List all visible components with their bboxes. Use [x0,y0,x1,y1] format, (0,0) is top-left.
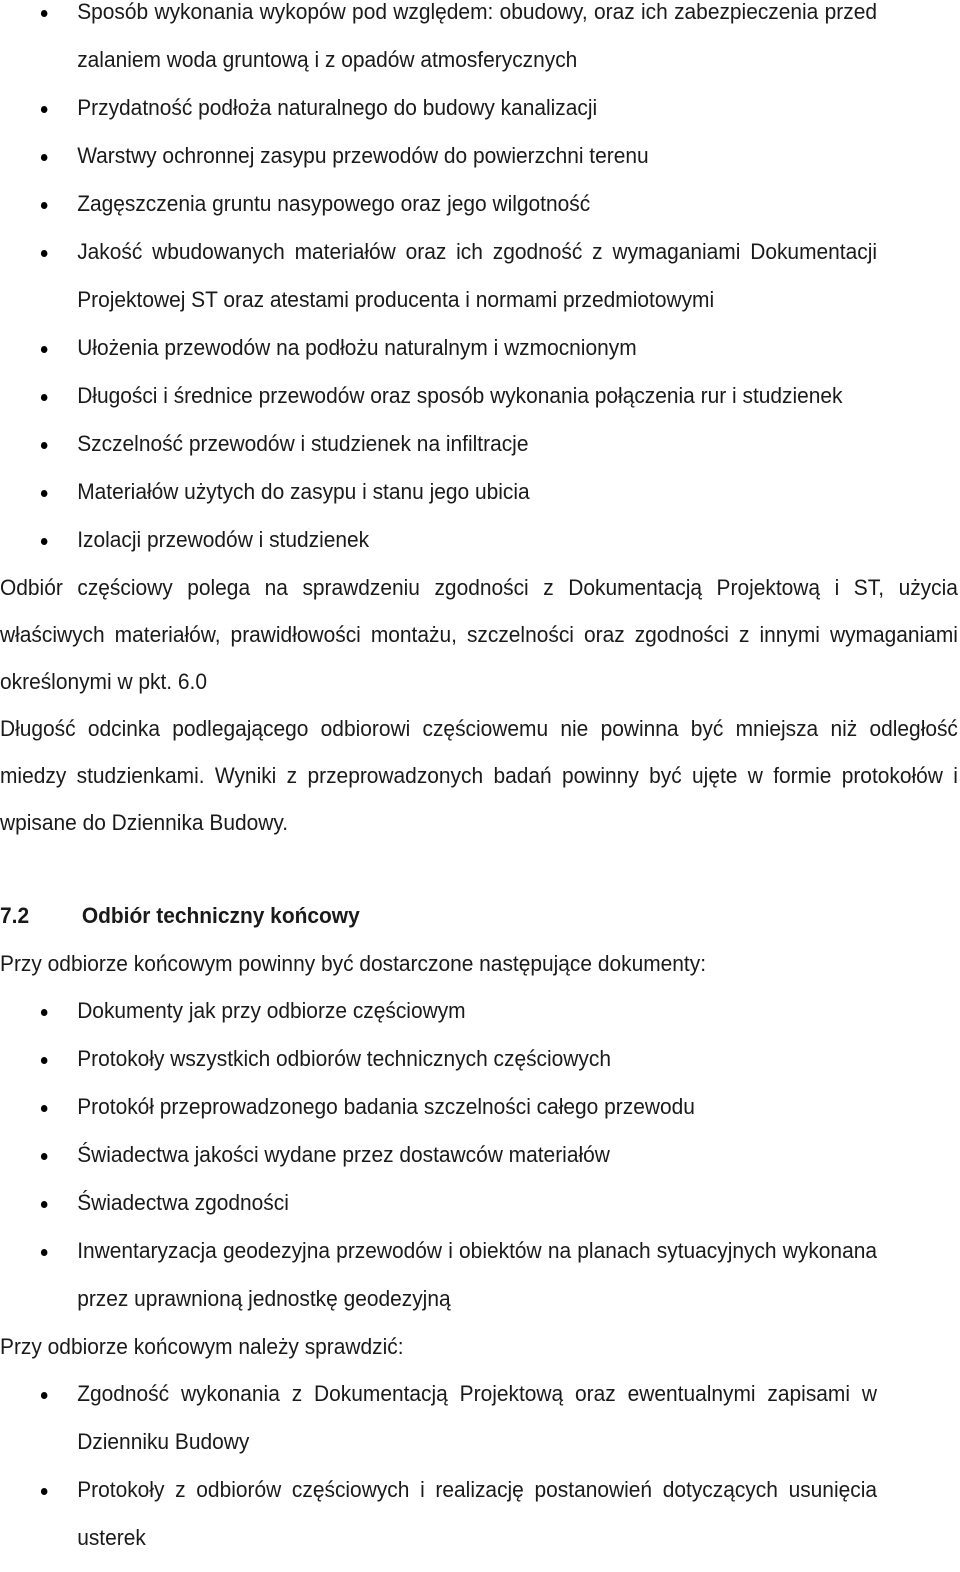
bullet-icon [41,202,48,209]
list-item: Izolacji przewodów i studzienek [0,516,879,564]
required-documents-list [0,987,960,1323]
list-item: Protokoły wszystkich odbiorów technicznych częściowych [0,1035,879,1083]
bullet-icon [41,1249,48,1256]
list-item: Długości i średnice przewodów oraz sposób wykonania połączenia rur i studzienek [0,372,879,420]
list-item: Inwentaryzacja geodezyjna przewodów i obiektów na planach sytuacyjnych wykonana przez uprawnioną jednostkę geodezyjną [0,1227,879,1323]
list-item: Świadectwa zgodności [0,1179,879,1227]
bullet-icon [41,490,48,497]
section-length-paragraph: Długość odcinka podlegającego odbiorowi częściowemu nie powinna być mniejsza niż odległość miedzy studzienkami. Wyniki z przeprowadzonych badań powinny być ujęte w formie protokołów i wpisane do Dziennika Budowy. [0,716,958,835]
section-heading [0,892,893,940]
list-item: Protokoły z odbiorów częściowych i realizację postanowień dotyczących usunięcia usterek [0,1466,879,1562]
list-item: Materiałów użytych do zasypu i stanu jego ubicia [0,468,879,516]
section-number: 7.2 [0,903,30,928]
partial-acceptance-paragraph: Odbiór częściowy polega na sprawdzeniu zgodności z Dokumentacją Projektową i ST, użycia właściwych materiałów, prawidłowości montażu, szczelności oraz zgodności z innymi wymaganiami określonymi w pkt. 6.0 [0,575,958,694]
bullet-icon [41,538,48,545]
list-item: Zgodność wykonania z Dokumentacją Projektową oraz ewentualnymi zapisami w Dzienniku Budowy [0,1370,879,1466]
list-item: Zagęszczenia gruntu nasypowego oraz jego wilgotność [0,180,879,228]
bullet-icon [41,10,48,17]
bullet-icon [41,1153,48,1160]
bullet-icon [41,154,48,161]
bullet-icon [41,1105,48,1112]
list-item: Warstwy ochronnej zasypu przewodów do powierzchni terenu [0,132,879,180]
bullet-icon [41,346,48,353]
list-item: Jakość wbudowanych materiałów oraz ich zgodność z wymaganiami Dokumentacji Projektowej ST oraz atestami producenta i normami przedmiotowymi [0,228,879,324]
list-item: Protokół przeprowadzonego badania szczelności całego przewodu [0,1083,879,1131]
bullet-icon [41,1009,48,1016]
checks-intro-paragraph: Przy odbiorze końcowym należy sprawdzić: [0,1334,404,1359]
documents-intro-paragraph: Przy odbiorze końcowym powinny być dostarczone następujące dokumenty: [0,951,707,976]
bullet-icon [41,1488,48,1495]
bullet-icon [41,106,48,113]
bullet-icon [41,1392,48,1399]
bullet-icon [41,394,48,401]
final-checks-list [0,1370,960,1562]
list-item: Szczelność przewodów i studzienek na infiltracje [0,420,879,468]
list-item: Przydatność podłoża naturalnego do budowy kanalizacji [0,84,879,132]
bullet-icon [41,442,48,449]
list-item: Świadectwa jakości wydane przez dostawców materiałów [0,1131,879,1179]
bullet-icon [41,1201,48,1208]
bullet-icon [41,250,48,257]
section-title: Odbiór techniczny końcowy [81,903,360,928]
list-item: Dokumenty jak przy odbiorze częściowym [0,987,879,1035]
bullet-icon [41,1057,48,1064]
inspection-items-list [0,0,960,564]
list-item: Sposób wykonania wykopów pod względem: obudowy, oraz ich zabezpieczenia przed zalaniem woda gruntową i z opadów atmosferycznych [0,0,879,84]
list-item: Ułożenia przewodów na podłożu naturalnym i wzmocnionym [0,324,879,372]
